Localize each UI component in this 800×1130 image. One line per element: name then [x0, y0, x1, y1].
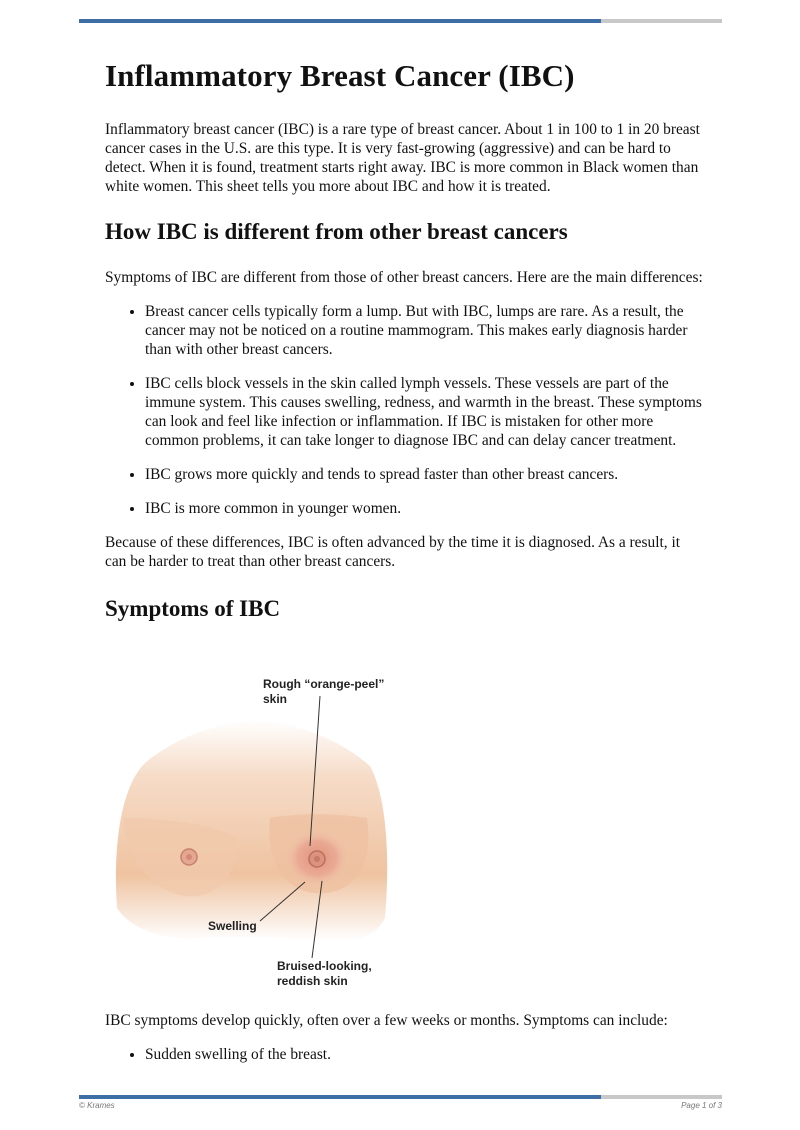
footer-copyright: © Krames — [79, 1101, 115, 1110]
label-orange-peel: Rough “orange-peel” skin — [263, 677, 385, 706]
symptoms-lead: IBC symptoms develop quickly, often over a few weeks or months. Symptoms can include: — [105, 1012, 668, 1029]
label-swelling: Swelling — [208, 919, 257, 933]
header-progress-fill — [79, 19, 601, 23]
list-item: • IBC grows more quickly and tends to spread faster than other breast cancers. — [145, 465, 705, 484]
illustration-svg — [105, 668, 405, 993]
differences-lead: Symptoms of IBC are different from those of other breast cancers. Here are the main differences: — [105, 269, 703, 286]
footer-page-number: Page 1 of 3 — [681, 1101, 722, 1110]
list-item: • Breast cancer cells typically form a lump. But with IBC, lumps are rare. As a result, the cancer may not be noticed on a routine mammogram. This makes early diagnosis harder than with other breast cancers. — [145, 302, 705, 359]
list-item: • IBC is more common in younger women. — [145, 499, 705, 518]
list-item: • IBC cells block vessels in the skin called lymph vessels. These vessels are part of the immune system. This causes swelling, redness, and warmth in the breast. These symptoms can look and feel like infection or inflammation. If IBC is mistaken for other more common problems, it can take longer to diagnose IBC and can delay cancer treatment. — [145, 374, 705, 450]
section-heading-symptoms: Symptoms of IBC — [105, 596, 281, 621]
footer-progress-fill — [79, 1095, 601, 1099]
differences-list — [105, 302, 705, 518]
label-bruised-skin: Bruised-looking, reddish skin — [277, 959, 372, 988]
header-progress-bar — [79, 19, 722, 23]
footer-progress-bar — [79, 1095, 722, 1099]
page-title: Inflammatory Breast Cancer (IBC) — [105, 58, 575, 93]
breast-illustration — [105, 668, 405, 993]
symptoms-section — [105, 1011, 705, 1064]
section-heading-differences: How IBC is different from other breast cancers — [105, 219, 568, 244]
document-body — [105, 54, 705, 625]
symptoms-list — [105, 1045, 705, 1064]
list-item: • Sudden swelling of the breast. — [145, 1045, 705, 1064]
differences-closing: Because of these differences, IBC is often advanced by the time it is diagnosed. As a result, it can be harder to treat than other breast cancers. — [105, 534, 680, 570]
intro-paragraph: Inflammatory breast cancer (IBC) is a rare type of breast cancer. About 1 in 100 to 1 in 20 breast cancer cases in the U.S. are this type. It is very fast-growing (aggressive) and can be hard to detect. When it is found, treatment starts right away. IBC is more common in Black women than white women. This sheet tells you more about IBC and how it is treated. — [105, 121, 700, 195]
